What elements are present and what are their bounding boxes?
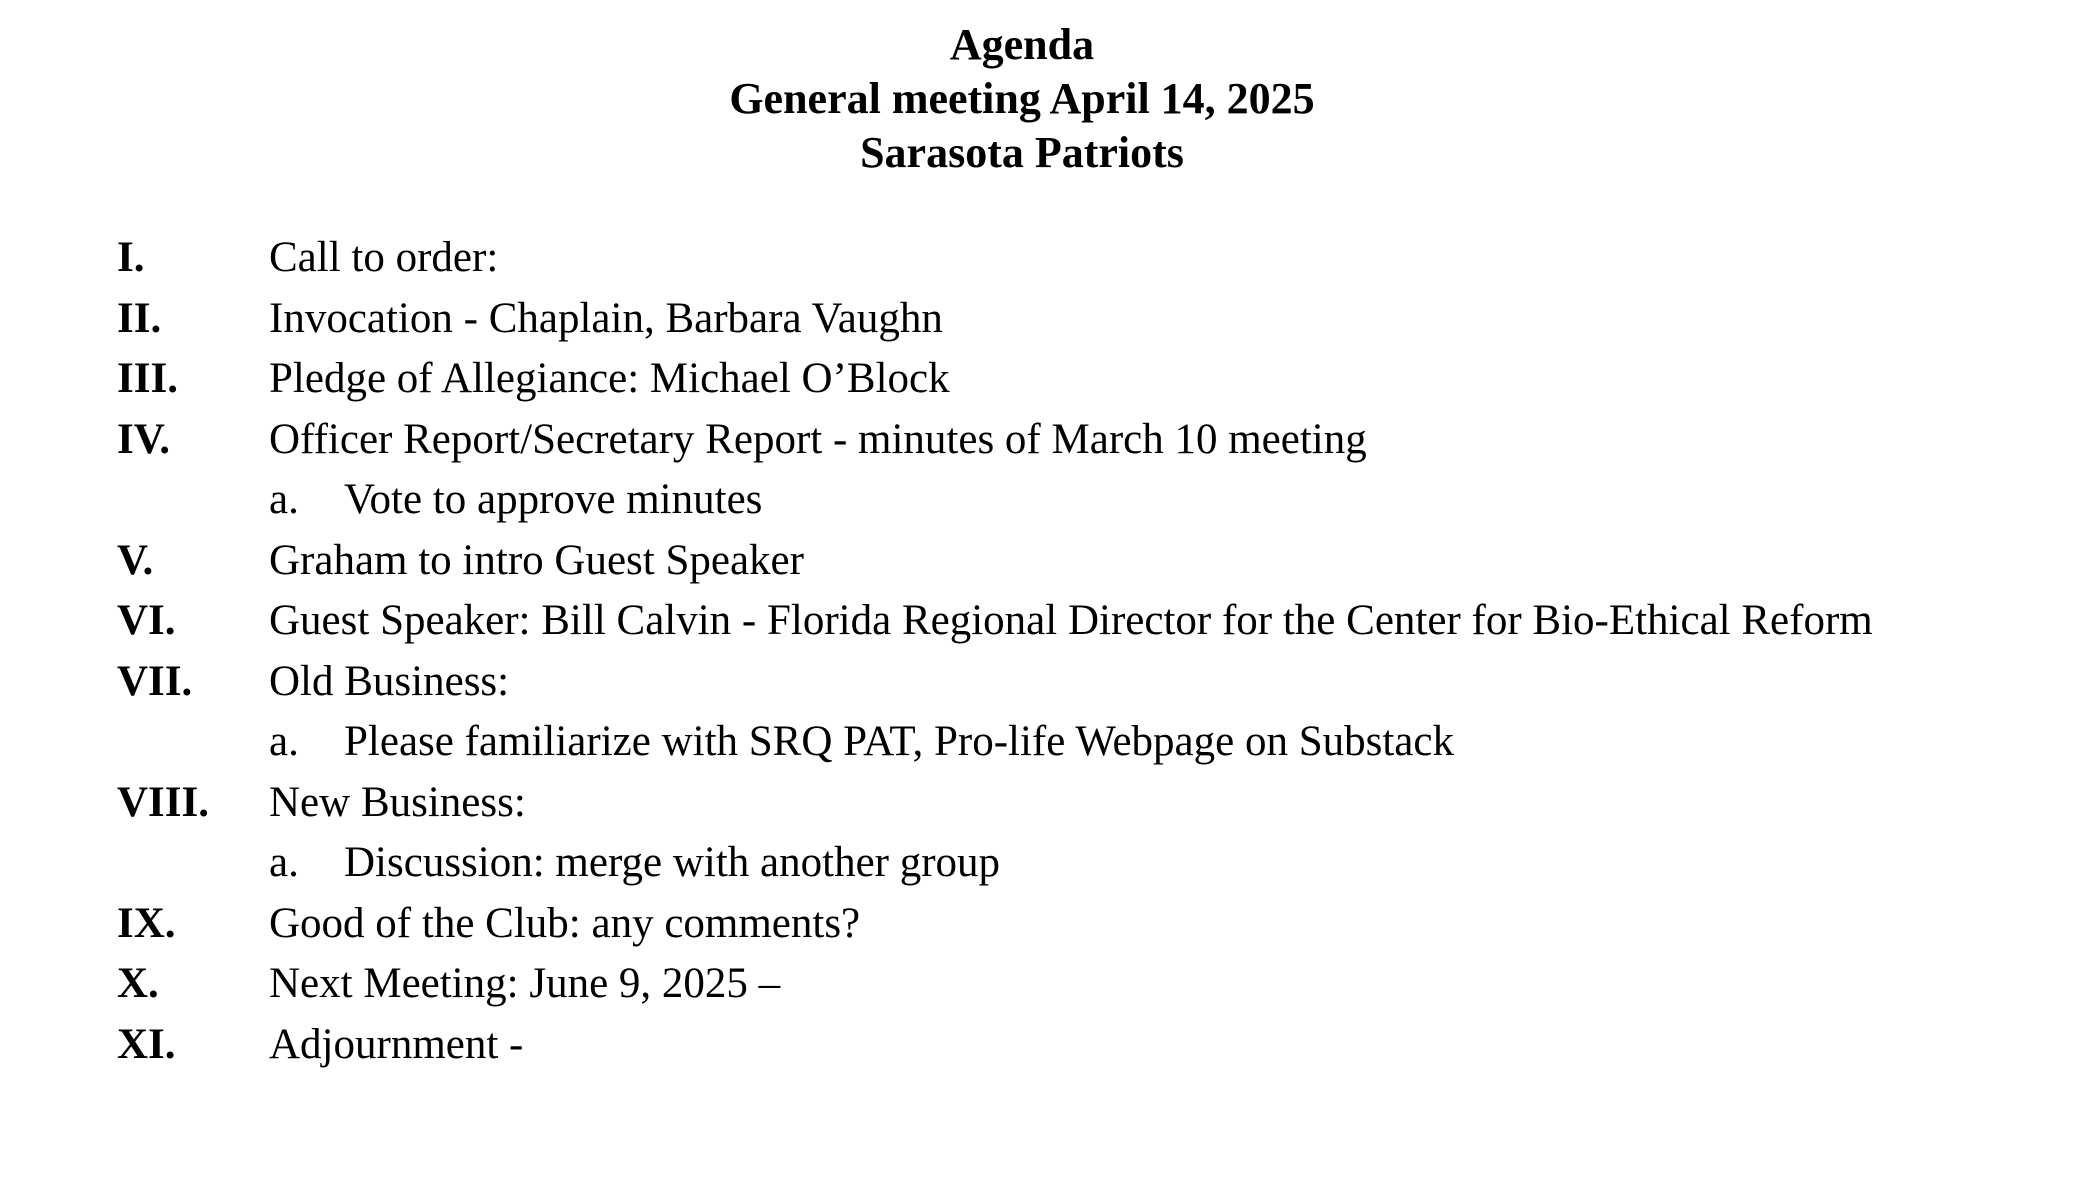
- item-text: Invocation - Chaplain, Barbara Vaughn: [269, 294, 943, 342]
- item-numeral: IV.: [117, 415, 170, 463]
- item-text: Good of the Club: any comments?: [269, 899, 861, 947]
- agenda-item: [117, 954, 2077, 1015]
- agenda-item: [117, 531, 2077, 592]
- meeting-date-line: General meeting April 14, 2025: [729, 74, 1315, 123]
- item-numeral: III.: [117, 355, 178, 402]
- agenda-item: [117, 652, 2077, 713]
- item-text: Guest Speaker: Bill Calvin - Florida Regional Director for the Center for Bio-Ethical Reform: [269, 597, 1873, 644]
- item-numeral: VI.: [117, 597, 176, 644]
- subitem-marker: a.: [269, 718, 299, 765]
- agenda-list: [117, 228, 2077, 1075]
- document-title: Agenda: [949, 20, 1095, 69]
- item-numeral: II.: [117, 294, 162, 342]
- item-numeral: XI.: [117, 1020, 176, 1068]
- subitem-text: Vote to approve minutes: [344, 476, 763, 523]
- item-numeral: X.: [117, 960, 159, 1007]
- agenda-item: [117, 773, 2077, 834]
- agenda-item: [117, 228, 2077, 289]
- agenda-item: [117, 591, 2077, 652]
- agenda-item: [117, 1015, 2077, 1076]
- subitem-text: Discussion: merge with another group: [344, 839, 1001, 886]
- subitem-text: Please familiarize with SRQ PAT, Pro-life Webpage on Substack: [344, 718, 1454, 765]
- item-numeral: I.: [117, 234, 145, 281]
- item-text: Next Meeting: June 9, 2025 –: [269, 960, 781, 1007]
- agenda-item: [117, 894, 2077, 955]
- item-text: Adjournment -: [269, 1020, 524, 1068]
- document-header: [0, 18, 2044, 180]
- agenda-subitem: [117, 833, 2077, 894]
- item-text: Call to order:: [269, 234, 499, 281]
- item-numeral: V.: [117, 536, 154, 584]
- subitem-marker: a.: [269, 476, 299, 523]
- subitem-marker: a.: [269, 839, 299, 886]
- agenda-item: [117, 289, 2077, 350]
- item-text: New Business:: [269, 778, 526, 826]
- agenda-subitem: [117, 470, 2077, 531]
- agenda-item: [117, 349, 2077, 410]
- item-numeral: IX.: [117, 899, 176, 947]
- item-numeral: VII.: [117, 657, 193, 705]
- item-numeral: VIII.: [117, 778, 210, 826]
- agenda-subitem: [117, 712, 2077, 773]
- agenda-item: [117, 410, 2077, 471]
- item-text: Pledge of Allegiance: Michael O’Block: [269, 355, 950, 402]
- item-text: Officer Report/Secretary Report - minutes of March 10 meeting: [269, 415, 1367, 463]
- organization-name: Sarasota Patriots: [860, 128, 1184, 177]
- item-text: Old Business:: [269, 657, 510, 705]
- item-text: Graham to intro Guest Speaker: [269, 536, 804, 584]
